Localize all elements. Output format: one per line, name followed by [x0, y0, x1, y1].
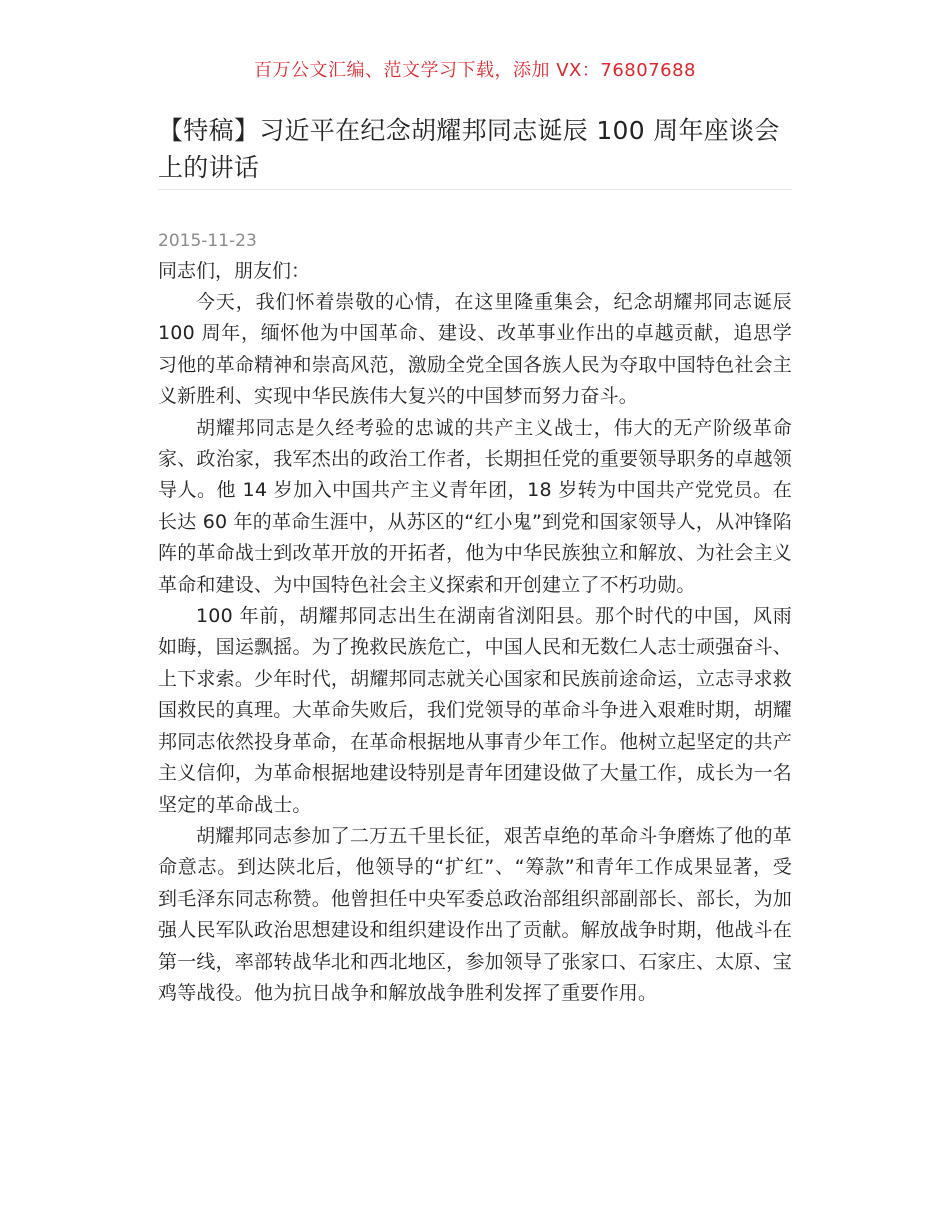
article-paragraph: 100 年前，胡耀邦同志出生在湖南省浏阳县。那个时代的中国，风雨如晦，国运飘摇。为了挽救民族危亡，中国人民和无数仁人志士顽强奋斗、上下求索。少年时代，胡耀邦同志就关心国家和民族前途命运，立志寻求救国救民的真理。大革命失败后，我们党领导的革命斗争进入艰难时期，胡耀邦同志依然投身革命，在革命根据地从事青少年工作。他树立起坚定的共产主义信仰，为革命根据地建设特别是青年团建设做了大量工作，成长为一名坚定的革命战士。 — [158, 605, 792, 816]
article-paragraph: 胡耀邦同志参加了二万五千里长征，艰苦卓绝的革命斗争磨炼了他的革命意志。到达陕北后，他领导的“扩红”、“筹款”和青年工作成果显著，受到毛泽东同志称赞。他曾担任中央军委总政治部组织部副部长、部长，为加强人民军队政治思想建设和组织建设作出了贡献。解放战争时期，他战斗在第一线，率部转战华北和西北地区，参加领导了张家口、石家庄、太原、宝鸡等战役。他为抗日战争和解放战争胜利发挥了重要作用。 — [158, 824, 792, 1004]
article-paragraph: 今天，我们怀着崇敬的心情，在这里隆重集会，纪念胡耀邦同志诞辰 100 周年，缅怀他为中国革命、建设、改革事业作出的卓越贡献，追思学习他的革命精神和崇高风范，激励全党全国各族人民为夺取中国特色社会主义新胜利、实现中华民族伟大复兴的中国梦而努力奋斗。 — [158, 291, 792, 408]
article-greeting: 同志们，朋友们： — [158, 260, 311, 282]
article — [158, 112, 792, 1009]
article-title: 【特稿】习近平在纪念胡耀邦同志诞辰 100 周年座谈会上的讲话 — [158, 112, 792, 190]
article-paragraph: 胡耀邦同志是久经考验的忠诚的共产主义战士，伟大的无产阶级革命家、政治家，我军杰出的政治工作者，长期担任党的重要领导职务的卓越领导人。他 14 岁加入中国共产主义青年团，18 岁转为中国共产党党员。在长达 60 年的革命生涯中，从苏区的“红小鬼”到党和国家领导人，从冲锋陷阵的革命战士到改革开放的开拓者，他为中华民族独立和解放、为社会主义革命和建设、为中国特色社会主义探索和开创建立了不朽功勋。 — [158, 416, 792, 596]
article-date: 2015-11-23 — [158, 231, 257, 251]
header-banner: 百万公文汇编、范文学习下载，添加 VX：76807688 — [254, 60, 696, 81]
